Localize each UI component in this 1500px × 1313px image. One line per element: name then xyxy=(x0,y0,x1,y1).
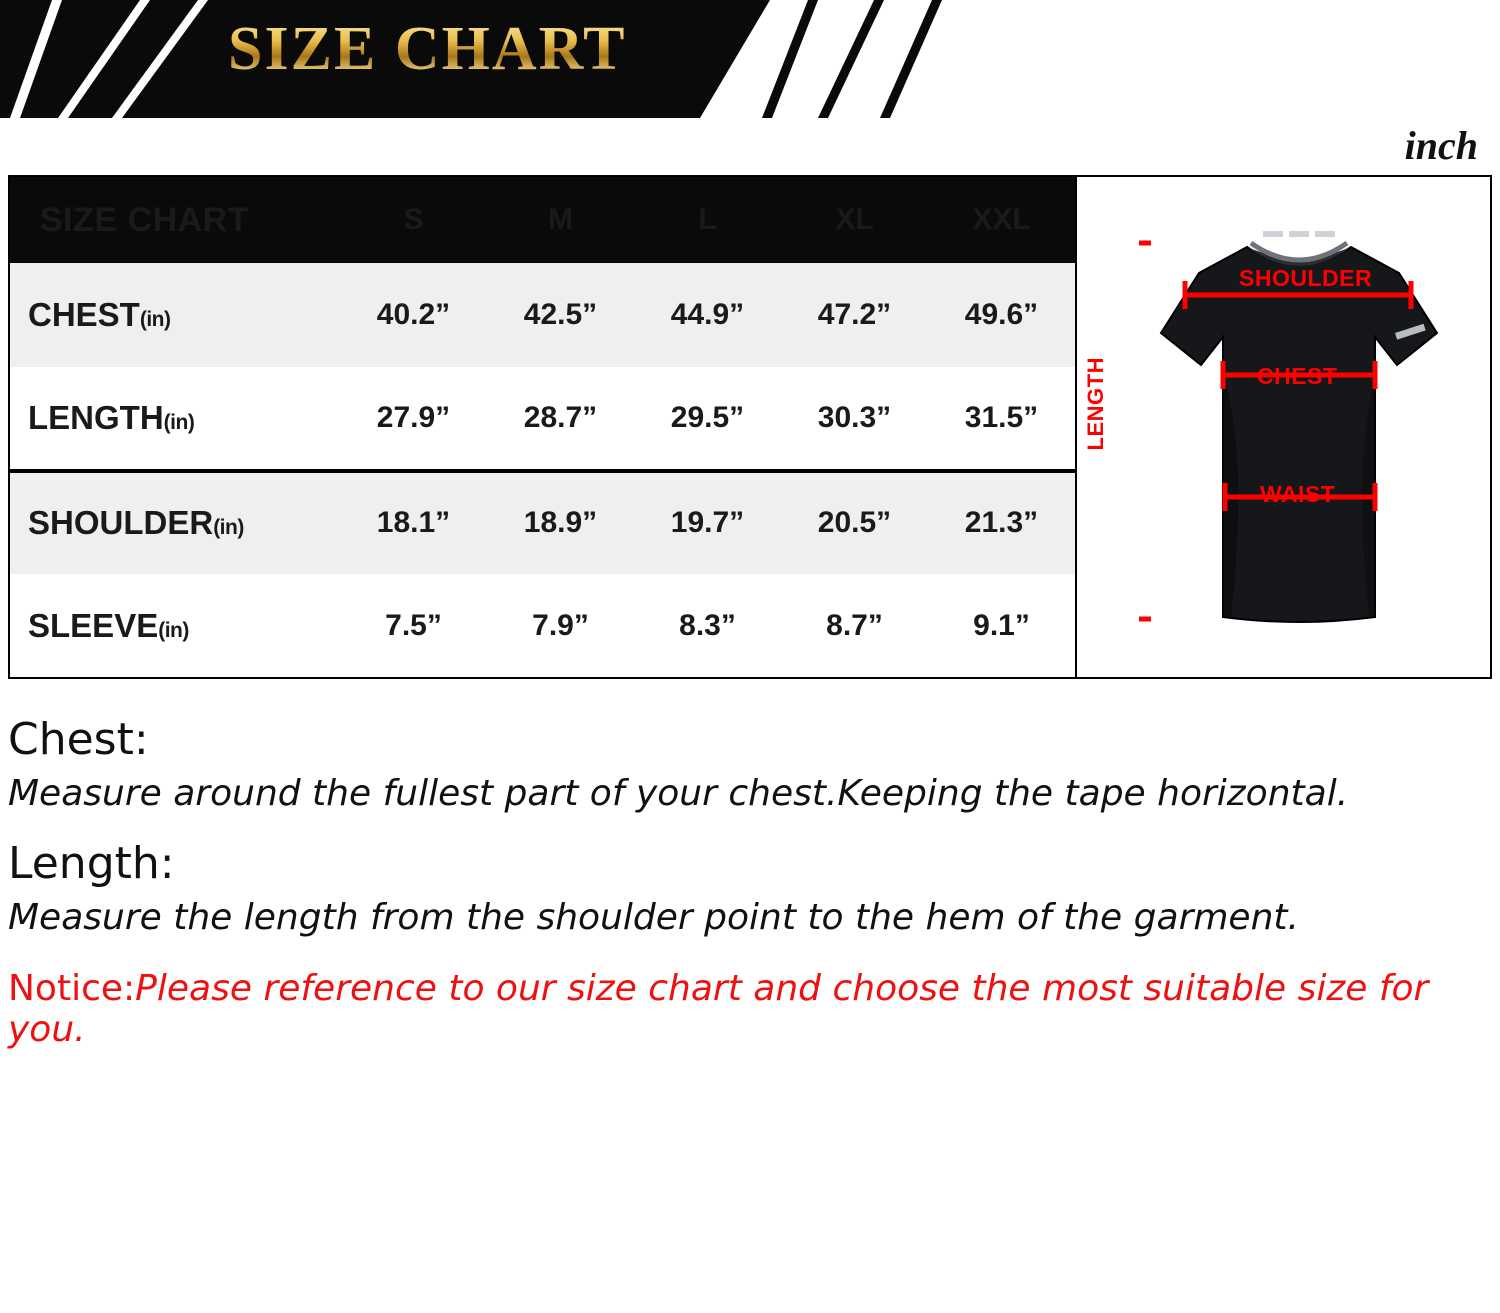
cell-chest-xxl: 49.6” xyxy=(928,263,1076,367)
notice-lead: Notice: xyxy=(8,968,136,1009)
row-label-shoulder-text: SHOULDER xyxy=(28,504,214,542)
row-unit-length: (in) xyxy=(163,410,195,434)
cell-length-l: 29.5” xyxy=(634,367,781,471)
cell-length-m: 28.7” xyxy=(487,367,634,471)
notice-line xyxy=(8,968,1488,1050)
row-unit-shoulder: (in) xyxy=(213,516,244,540)
table-header xyxy=(9,176,1076,263)
cell-chest-l: 44.9” xyxy=(634,263,781,367)
collar-print-3 xyxy=(1315,231,1335,237)
header-banner xyxy=(0,0,1500,118)
annotation-waist: WAIST xyxy=(1260,481,1336,507)
table-row xyxy=(9,263,1076,367)
cell-sleeve-xxl: 9.1” xyxy=(928,574,1076,678)
cell-sleeve-s: 7.5” xyxy=(340,574,487,678)
cell-shoulder-m: 18.9” xyxy=(487,471,634,575)
collar-print-2 xyxy=(1289,231,1309,237)
cell-shoulder-xl: 20.5” xyxy=(781,471,928,575)
column-header-l: L xyxy=(634,176,781,263)
unit-label: inch xyxy=(1404,123,1478,168)
cell-length-s: 27.9” xyxy=(340,367,487,471)
column-header-xl: XL xyxy=(781,176,928,263)
cell-chest-xl: 47.2” xyxy=(781,263,928,367)
collar-print-1 xyxy=(1263,231,1283,237)
notice-text: Please reference to our size chart and choose the most suitable size for you. xyxy=(8,968,1429,1050)
row-label-sleeve xyxy=(9,574,340,678)
cell-length-xl: 30.3” xyxy=(781,367,928,471)
length-instruction-text: Measure the length from the shoulder point to the hem of the garment. xyxy=(8,897,1299,938)
row-unit-chest: (in) xyxy=(139,307,171,331)
size-chart-section xyxy=(8,175,1492,679)
cell-sleeve-m: 7.9” xyxy=(487,574,634,678)
annotation-shoulder: SHOULDER xyxy=(1239,265,1373,291)
row-label-length xyxy=(9,367,340,471)
table-header-row xyxy=(9,176,1076,263)
cell-length-xxl: 31.5” xyxy=(928,367,1076,471)
measurement-illustration-panel xyxy=(1077,175,1492,679)
table-row xyxy=(9,471,1076,575)
cell-sleeve-l: 8.3” xyxy=(634,574,781,678)
row-label-sleeve-text: SLEEVE xyxy=(28,606,159,644)
column-header-xxl: XXL xyxy=(928,176,1076,263)
cell-chest-m: 42.5” xyxy=(487,263,634,367)
length-instruction-heading: Length: xyxy=(8,838,175,889)
column-header-s: S xyxy=(340,176,487,263)
row-label-chest xyxy=(9,263,340,367)
annotation-length: LENGTH xyxy=(1083,357,1108,451)
page-title: SIZE CHART xyxy=(228,15,627,83)
cell-shoulder-s: 18.1” xyxy=(340,471,487,575)
stripe-decor-3 xyxy=(880,0,942,118)
size-chart-table xyxy=(8,175,1077,679)
table-row xyxy=(9,367,1076,471)
row-label-length-text: LENGTH xyxy=(28,398,164,436)
column-header-title: SIZE CHART xyxy=(9,176,340,263)
table-body xyxy=(9,263,1076,678)
measurement-instructions xyxy=(8,700,1488,1050)
table-row xyxy=(9,574,1076,678)
cell-shoulder-l: 19.7” xyxy=(634,471,781,575)
chest-instruction-heading: Chest: xyxy=(8,714,149,765)
row-label-chest-text: CHEST xyxy=(28,295,140,333)
stripe-decor-2 xyxy=(818,0,884,118)
shirt-body-shape xyxy=(1161,247,1437,622)
cell-sleeve-xl: 8.7” xyxy=(781,574,928,678)
cell-shoulder-xxl: 21.3” xyxy=(928,471,1076,575)
stripe-decor-1 xyxy=(762,0,818,118)
annotation-chest: CHEST xyxy=(1257,363,1338,389)
row-label-shoulder xyxy=(9,471,340,575)
chest-instruction-text: Measure around the fullest part of your chest.Keeping the tape horizontal. xyxy=(8,773,1349,814)
row-unit-sleeve: (in) xyxy=(158,618,189,642)
column-header-m: M xyxy=(487,176,634,263)
cell-chest-s: 40.2” xyxy=(340,263,487,367)
